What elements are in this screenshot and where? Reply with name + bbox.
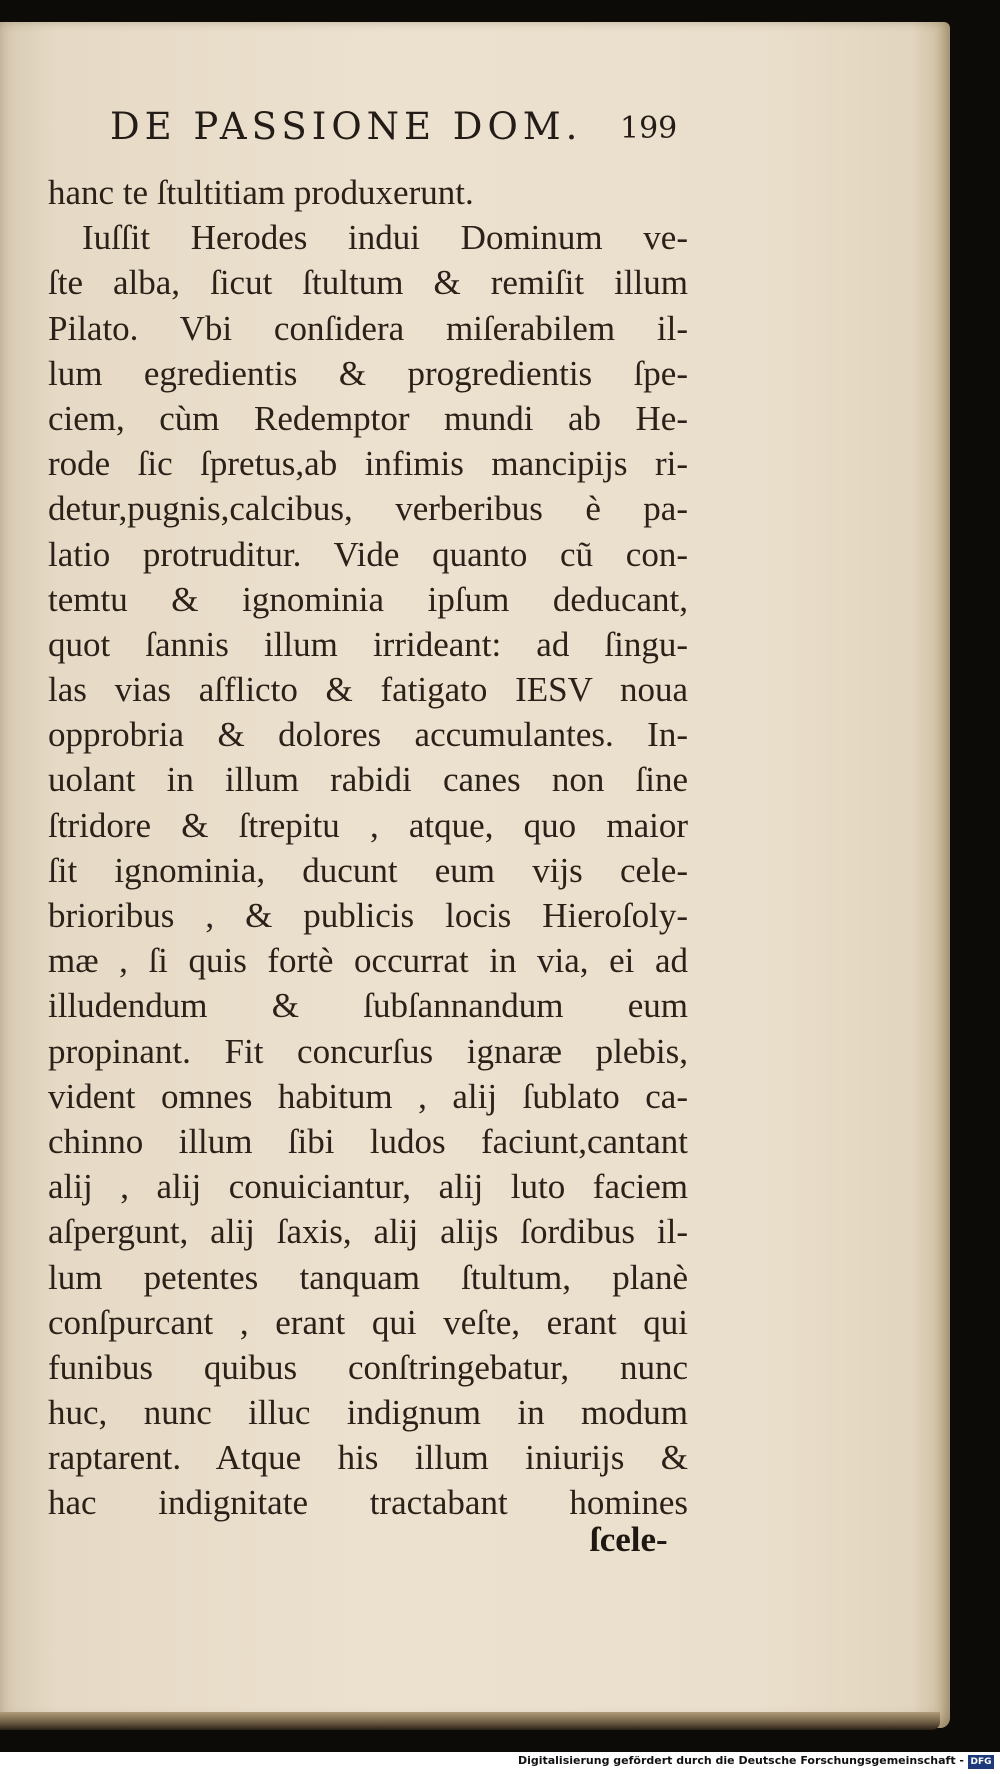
text-line: propinant. Fit concurſus ignaræ plebis, <box>48 1031 688 1071</box>
text-line: brioribus , & publicis locis Hieroſoly- <box>48 896 688 935</box>
running-head-title: DE PASSIONE DOM. <box>110 105 583 148</box>
text-line: illudendum & ſubſannandum eum <box>48 986 688 1026</box>
page-bottom-edge <box>0 1712 940 1730</box>
page-number: 199 <box>620 111 678 146</box>
text-line: Pilato. Vbi conſidera miſerabilem il- <box>48 308 688 348</box>
text-line: temtu & ignominia ipſum deducant, <box>48 579 688 619</box>
text-line: alij , alij conuiciantur, alij luto faciem <box>48 1167 688 1207</box>
text-line: quot ſannis illum irrideant: ad ſingu- <box>48 624 688 664</box>
text-line: ſtridore & ſtrepitu , atque, quo maior <box>48 805 688 845</box>
running-head <box>0 105 950 165</box>
text-line: ciem, cùm Redemptor mundi ab He- <box>48 398 688 438</box>
text-line: Iuſſit Herodes indui Dominum ve- <box>82 218 688 258</box>
text-line: conſpurcant , erant qui veſte, erant qui <box>48 1302 688 1342</box>
text-line: ſte alba, ſicut ſtultum & remiſit illum <box>48 263 688 303</box>
dfg-logo: DFG <box>968 1755 994 1769</box>
text-line: funibus quibus conſtringebatur, nunc <box>48 1347 688 1387</box>
text-line: chinno illum ſibi ludos faciunt,cantant <box>48 1121 688 1161</box>
text-line: rode ſic ſpretus,ab infimis mancipijs ri- <box>48 444 688 484</box>
text-line: las vias aſflicto & fatigato IESV noua <box>48 670 688 710</box>
text-line: ſit ignominia, ducunt eum vijs cele- <box>48 850 688 890</box>
text-line: hanc te ſtultitiam produxerunt. <box>48 173 474 212</box>
text-line: vident omnes habitum , alij ſublato ca- <box>48 1076 688 1116</box>
text-line: huc, nunc illuc indignum in modum <box>48 1393 688 1433</box>
catchword: ſcele- <box>590 1520 668 1559</box>
text-line: opprobria & dolores accumulantes. In- <box>48 715 688 755</box>
text-line: aſpergunt, alij ſaxis, alij alijs ſordibus il- <box>48 1212 688 1252</box>
digitization-footer <box>0 1752 1000 1774</box>
text-line: lum egredientis & progredientis ſpe- <box>48 353 688 393</box>
body-text <box>48 170 688 1526</box>
text-line: uolant in illum rabidi canes non ſine <box>48 760 688 800</box>
text-line: raptarent. Atque his illum iniurijs & <box>48 1438 688 1478</box>
text-line: hac indignitate tractabant homines <box>48 1483 688 1523</box>
text-line: lum petentes tanquam ſtultum, planè <box>48 1257 688 1297</box>
funding-credit: Digitalisierung gefördert durch die Deutsche Forschungsgemeinschaft - <box>517 1754 964 1767</box>
text-line: latio protruditur. Vide quanto cũ con- <box>48 534 688 574</box>
text-line: mæ , ſi quis fortè occurrat in via, ei ad <box>48 941 688 981</box>
text-line: detur,pugnis,calcibus, verberibus è pa- <box>48 489 688 529</box>
